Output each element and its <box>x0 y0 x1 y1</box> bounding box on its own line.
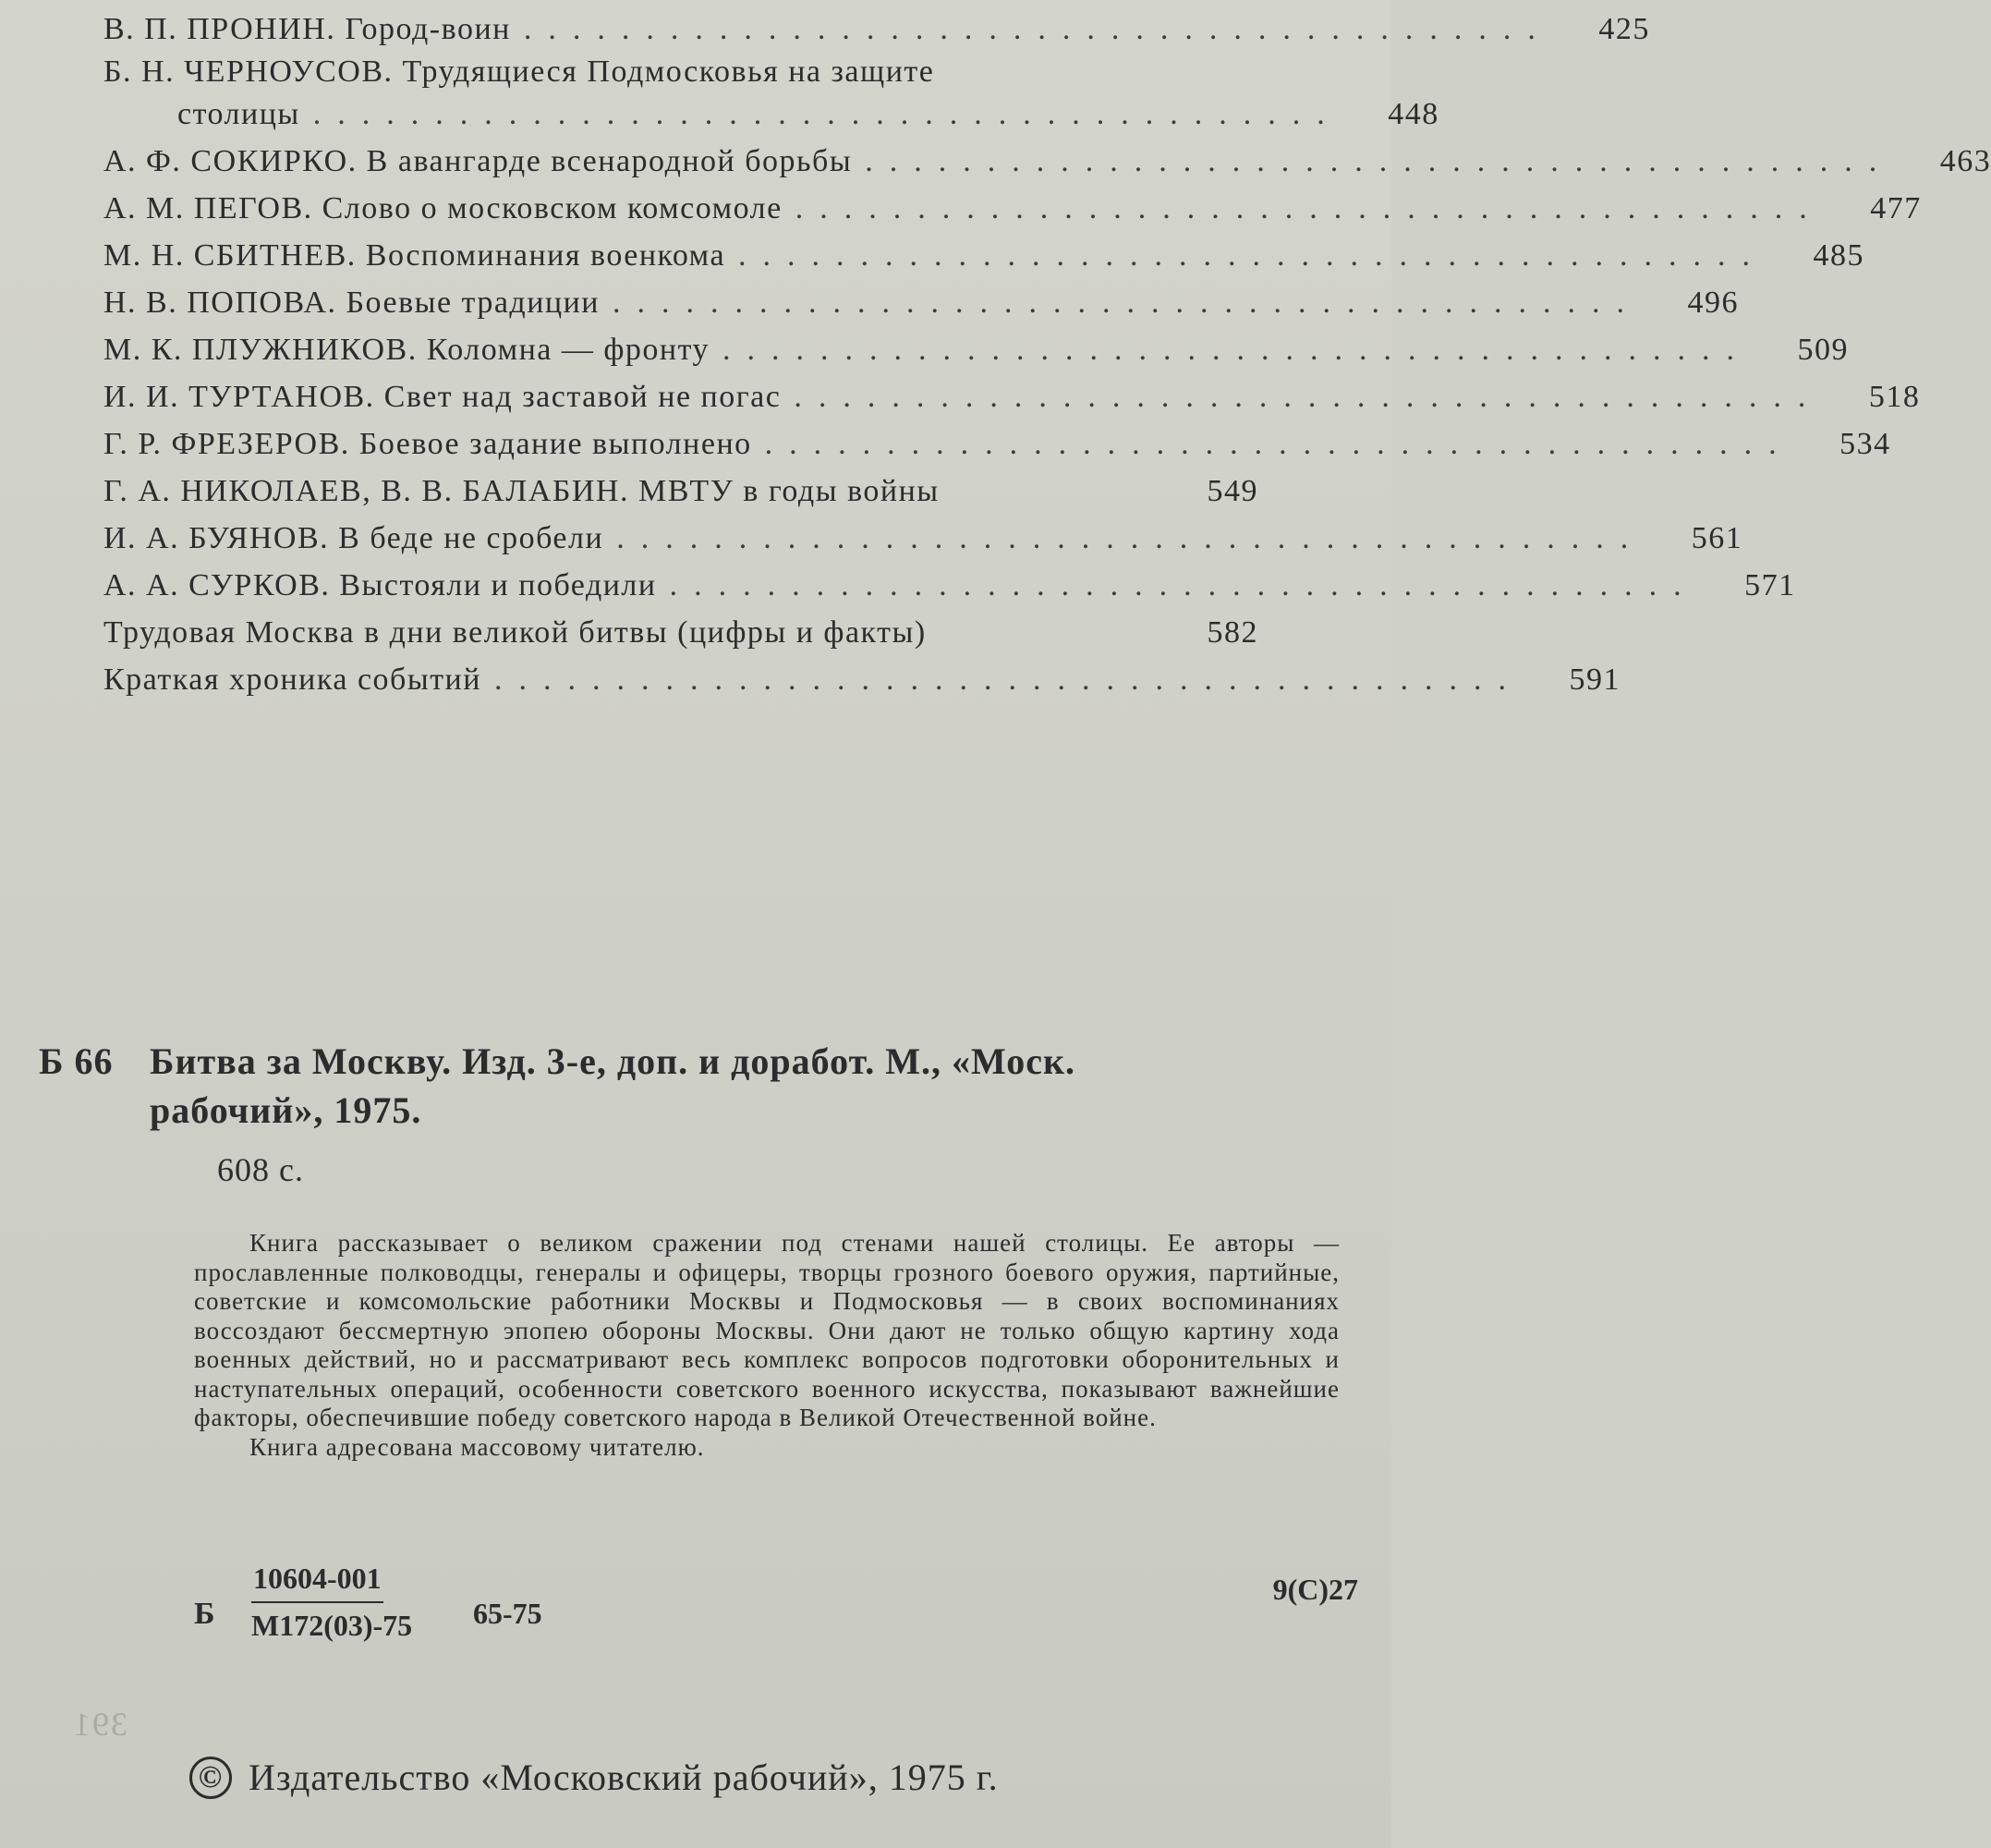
toc-entry-page: 485 <box>1813 238 1865 273</box>
toc-entry <box>103 368 1921 415</box>
toc-entry <box>103 603 1258 650</box>
toc-entry-title: Б. Н. ЧЕРНОУСОВ. Трудящиеся Подмосковья на защите <box>103 55 935 89</box>
toc-entry-page: 477 <box>1870 191 1922 225</box>
classification-index <box>194 1562 1358 1663</box>
classification-numerator: 10604-001 <box>251 1562 383 1603</box>
toc-entry-title-continued: столицы <box>177 97 300 131</box>
toc-entry <box>103 650 1621 698</box>
toc-entry-title: И. И. ТУРТАНОВ. Свет над заставой не погас <box>103 380 782 414</box>
toc-entry <box>103 132 1991 179</box>
classification-suffix: 65-75 <box>473 1597 542 1630</box>
toc-entry-title: А. А. СУРКОВ. Выстояли и победили <box>103 568 657 602</box>
toc-entry-page: 561 <box>1691 521 1743 555</box>
toc-entry-title: Г. А. НИКОЛАЕВ, В. В. БАЛАБИН. МВТУ в годы войны <box>103 474 940 508</box>
classification-fraction <box>251 1562 412 1643</box>
toc-entry-page: 425 <box>1598 12 1650 46</box>
toc-leader-dots: .......................................... <box>795 191 1824 225</box>
toc-leader-dots: .......................................... <box>493 663 1523 697</box>
toc-entry-page: 509 <box>1797 333 1850 367</box>
copyright-text: Издательство «Московский рабочий», 1975 г. <box>249 1757 999 1798</box>
toc-entry-page: 463 <box>1939 144 1991 178</box>
biblio-title-line: Битва за Москву. Изд. 3-е, доп. и доработ. М., «Моск. <box>150 1040 1076 1082</box>
toc-leader-dots: .......................................... <box>794 380 1823 414</box>
toc-entry-page: 518 <box>1868 380 1921 414</box>
toc-entry-title: М. К. ПЛУЖНИКОВ. Коломна — фронту <box>103 333 710 367</box>
toc-leader-dots: .......................................... <box>764 427 1793 461</box>
toc-leader-dots: .......................................... <box>722 333 1752 367</box>
toc-entry-title: Краткая хроника событий <box>103 663 481 697</box>
biblio-title-line: рабочий», 1975. <box>150 1089 422 1131</box>
toc-leader-dots: .......................................... <box>738 238 1767 273</box>
toc-entry-title: В. П. ПРОНИН. Город-воин <box>103 12 511 46</box>
bibliographic-record <box>39 1040 1351 1132</box>
copyright-icon: © <box>189 1757 232 1799</box>
show-through-number: 391 <box>72 1706 127 1743</box>
toc-entry-page: 534 <box>1839 427 1891 461</box>
annotation-paragraph: Книга адресована массовому читателю. <box>249 1432 705 1461</box>
toc-leader-dots: .......................................... <box>669 568 1698 602</box>
bbk-index: 9(С)27 <box>1272 1573 1358 1606</box>
toc-entry <box>103 556 1796 603</box>
toc-entry-title: И. А. БУЯНОВ. В беде не сробели <box>103 521 604 555</box>
toc-entry-page: 582 <box>1207 615 1258 650</box>
table-of-contents <box>103 0 1991 698</box>
toc-entry-page: 591 <box>1569 663 1621 697</box>
toc-entry-page: 448 <box>1388 97 1439 131</box>
toc-entry-title: Г. Р. ФРЕЗЕРОВ. Боевое задание выполнено <box>103 427 752 461</box>
toc-entry <box>103 0 1650 47</box>
toc-leader-dots: .......................................... <box>312 97 1341 131</box>
annotation-paragraph: Книга рассказывает о великом сражении под стенами нашей столицы. Ее авторы — прославленные полководцы, генералы и офицеры, творцы грозного боевого оружия, партийные, советские и комсомольские работники Москвы и Подмосковья — в своих воспоминаниях воссоздают бессмертную эпопею обороны Москвы. Они дают не только общую картину хода военных действий, но и рассматривают весь комплекс вопросов подготовки оборонительных и наступательных операций, особенности советского военного искусства, показывают важнейшие факторы, обеспечившие победу советского народа в Великой Отечественной войне. <box>194 1229 1340 1431</box>
toc-entry <box>103 415 1891 462</box>
toc-entry-title: Трудовая Москва в дни великой битвы (цифры и факты) <box>103 615 927 650</box>
annotation <box>194 1229 1340 1462</box>
toc-entry <box>103 226 1865 274</box>
copyright-line <box>189 1756 999 1799</box>
toc-entry <box>103 321 1850 368</box>
toc-entry <box>103 509 1743 556</box>
toc-entry <box>103 47 1439 132</box>
toc-leader-dots: .......................................... <box>613 286 1641 320</box>
page-count: 608 с. <box>217 1151 304 1188</box>
toc-entry-title: Н. В. ПОПОВА. Боевые традиции <box>103 286 600 320</box>
toc-entry <box>103 179 1922 226</box>
toc-entry-page: 571 <box>1744 568 1796 602</box>
toc-entry-title: М. Н. СБИТНЕВ. Воспоминания военкома <box>103 238 726 273</box>
toc-entry-title: А. М. ПЕГОВ. Слово о московском комсомоле <box>103 191 783 225</box>
classification-letter: Б <box>194 1597 215 1631</box>
toc-entry <box>103 274 1739 321</box>
toc-leader-dots: .......................................... <box>523 12 1552 46</box>
toc-entry-title: А. Ф. СОКИРКО. В авангарде всенародной борьбы <box>103 144 853 178</box>
toc-entry <box>103 462 1258 509</box>
toc-entry-page: 496 <box>1687 286 1739 320</box>
toc-leader-dots: .......................................... <box>865 144 1894 178</box>
toc-entry-page: 549 <box>1207 474 1258 508</box>
toc-leader-dots: .......................................... <box>616 521 1645 555</box>
classification-denominator: М172(03)-75 <box>251 1609 413 1642</box>
library-code: Б 66 <box>39 1040 114 1082</box>
